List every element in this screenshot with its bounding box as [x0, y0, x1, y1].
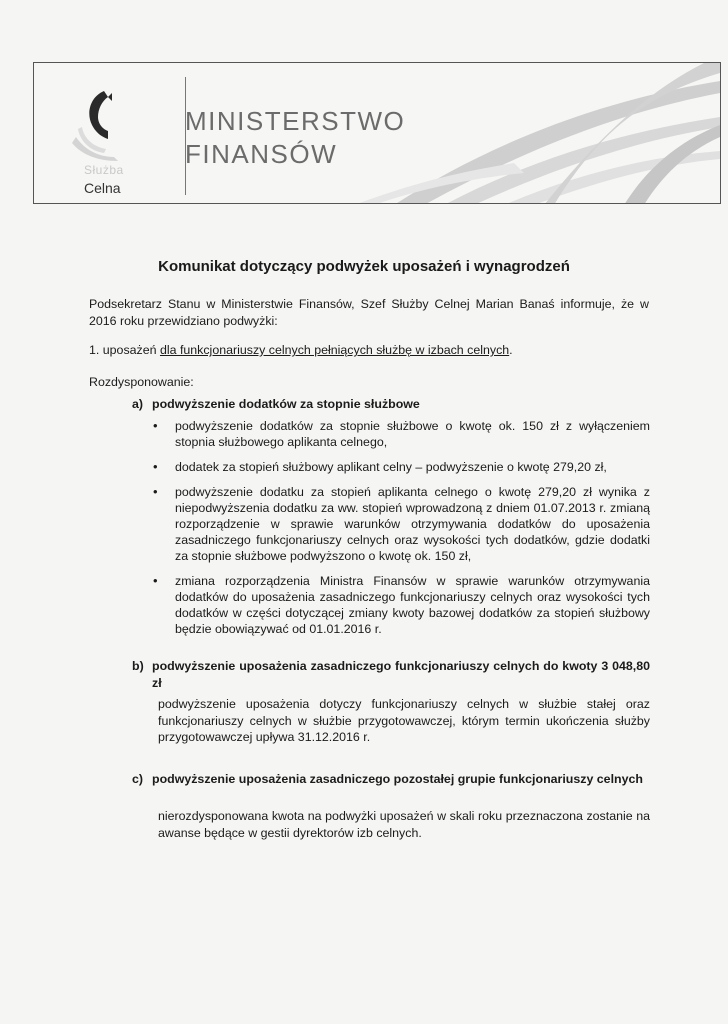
section-b-heading: [132, 658, 650, 692]
list-item: • podwyższenie dodatku za stopień aplikanta celnego o kwotę 279,20 zł wynika z niepodwyższenia dodatku za ww. stopień wprowadzoną z dniem 01.07.2013 r. zmianą rozporządzenie w sprawie warunków otrzymywania dodatków do uposażenia zasadniczego funkcjonariuszy celnych oraz wysokości tych dodatków, gdzie dodatki za stopnie służbowe podwyższono o kwotę ok. 150 zł,: [175, 484, 650, 564]
list-item: • dodatek za stopień służbowy aplikant celny – podwyższenie o kwotę 279,20 zł,: [175, 459, 650, 475]
section-a-title: podwyższenie dodatków za stopnie służbowe: [152, 397, 420, 411]
section-c-heading: [132, 771, 650, 788]
item-1-suffix: .: [509, 343, 513, 357]
list-item: • podwyższenie dodatków za stopnie służbowe o kwotę ok. 150 zł z wyłączeniem stopnia służbowego aplikanta celnego,: [175, 418, 650, 450]
section-b-text: podwyższenie uposażenia dotyczy funkcjonariuszy celnych w służbie stałej oraz funkcjonariuszy celnych w służbie przygotowawczej, którym termin ukończenia służby przygotowawczej upływa 31.12.2016 r.: [158, 697, 650, 744]
letterhead: [33, 62, 721, 204]
ministry-line-2: FINANSÓW: [185, 139, 338, 169]
rozdysponowanie-label: Rozdysponowanie:: [89, 375, 194, 389]
section-a-bullets: [150, 418, 650, 646]
customs-emblem-icon: [68, 87, 128, 163]
section-a-heading: [132, 396, 652, 413]
item-1-prefix: 1. uposażeń: [89, 343, 160, 357]
section-a-label: a): [132, 397, 144, 411]
section-c-label: c): [132, 772, 144, 786]
item-1-underlined: dla funkcjonariuszy celnych pełniących służbę w izbach celnych: [159, 343, 510, 357]
section-b-title: podwyższenie uposażenia zasadniczego funkcjonariuszy celnych do kwoty 3 048,80 zł: [152, 659, 650, 690]
section-c-text: nierozdysponowana kwota na podwyżki uposażeń w skali roku przeznaczona zostanie na awanse będące w gestii dyrektorów izb celnych.: [158, 809, 650, 840]
section-c-title: podwyższenie uposażenia zasadniczego pozostałej grupie funkcjonariuszy celnych: [152, 772, 643, 786]
intro-paragraph: Podsekretarz Stanu w Ministerstwie Finansów, Szef Służby Celnej Marian Banaś informuje, że w 2016 roku przewidziano podwyżki:: [89, 297, 649, 328]
list-item: • zmiana rozporządzenia Ministra Finansów w sprawie warunków otrzymywania dodatków do uposażenia zasadniczego funkcjonariuszy celnych oraz wysokości tych dodatków w części dotyczącej zmiany kwoty bazowej dodatków za stopień służbowy będzie obowiązywać od 01.01.2016 r.: [175, 573, 650, 637]
decorative-swoosh-graphic: [354, 63, 720, 204]
customs-logo: [54, 83, 154, 198]
logo-text-celna: Celna: [84, 180, 121, 196]
section-b-label: b): [132, 659, 144, 673]
page-title: Komunikat dotyczący podwyżek uposażeń i wynagrodzeń: [158, 258, 570, 275]
ministry-line-1: MINISTERSTWO: [185, 106, 406, 136]
item-1: [89, 342, 513, 359]
logo-text-sluzba: Służba: [84, 163, 124, 177]
